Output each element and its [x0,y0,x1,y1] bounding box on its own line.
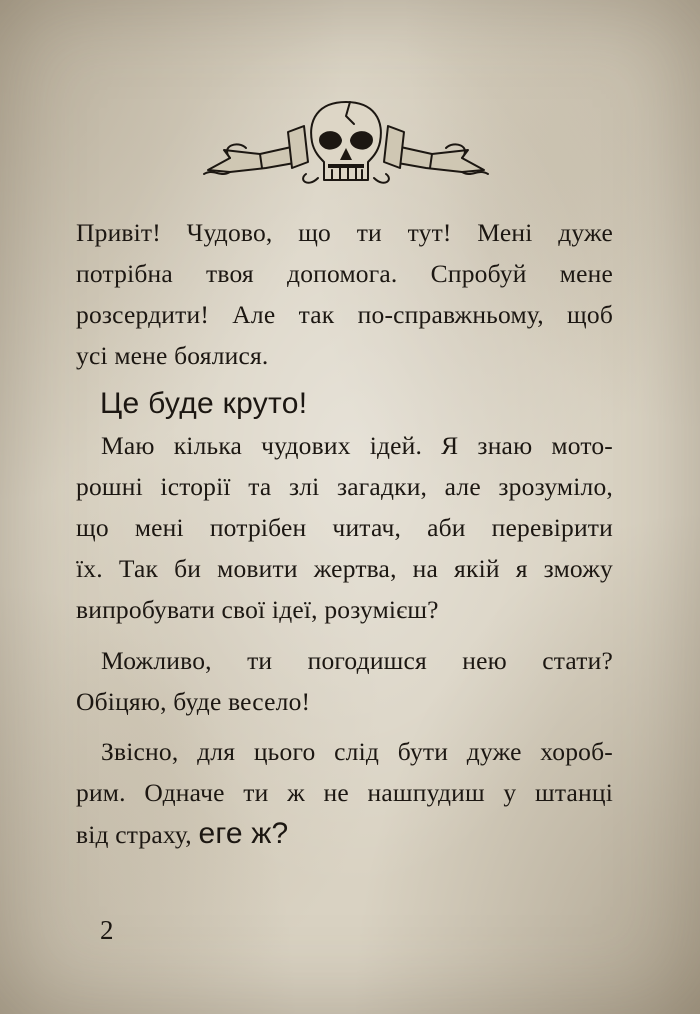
text-line: рим. Одначе ти ж не нашпудиш у штанці [76,778,613,807]
emphasis-text: еге ж? [198,817,289,850]
text-line: Обіцяю, буде весело! [76,687,311,716]
skull-banner-icon [200,96,492,192]
text-line: випробувати свої ідеї, розумієш? [76,595,439,624]
paragraph-1 [76,212,613,376]
text-line: що мені потрібен читач, аби перевірити [76,513,613,542]
text-line [76,813,613,854]
text-line: Маю кілька чудових ідей. Я знаю мото- [101,431,613,460]
paragraph-3 [76,640,613,722]
text-line: Можливо, ти погодишся нею стати? [101,646,613,675]
text-line: розсердити! Але так по-справжньому, щоб [76,300,613,329]
text-line: рошні історії та злі загадки, але зрозуміло, [76,472,613,501]
text-line: Привіт! Чудово, що ти тут! Мені дуже [76,218,613,247]
text-line: потрібна твоя допомога. Спробуй мене [76,259,613,288]
page-number: 2 [100,915,114,945]
exclamation-heading: Це буде круто! [100,387,308,420]
text-line: усі мене боялися. [76,341,269,370]
text-line: Звісно, для цього слід бути дуже хороб- [101,737,613,766]
text-line-start: від страху, [76,820,192,849]
text-line: їх. Так би мовити жертва, на якій я зможу [76,554,613,583]
paragraph-4 [76,731,613,854]
paragraph-2 [76,425,613,630]
